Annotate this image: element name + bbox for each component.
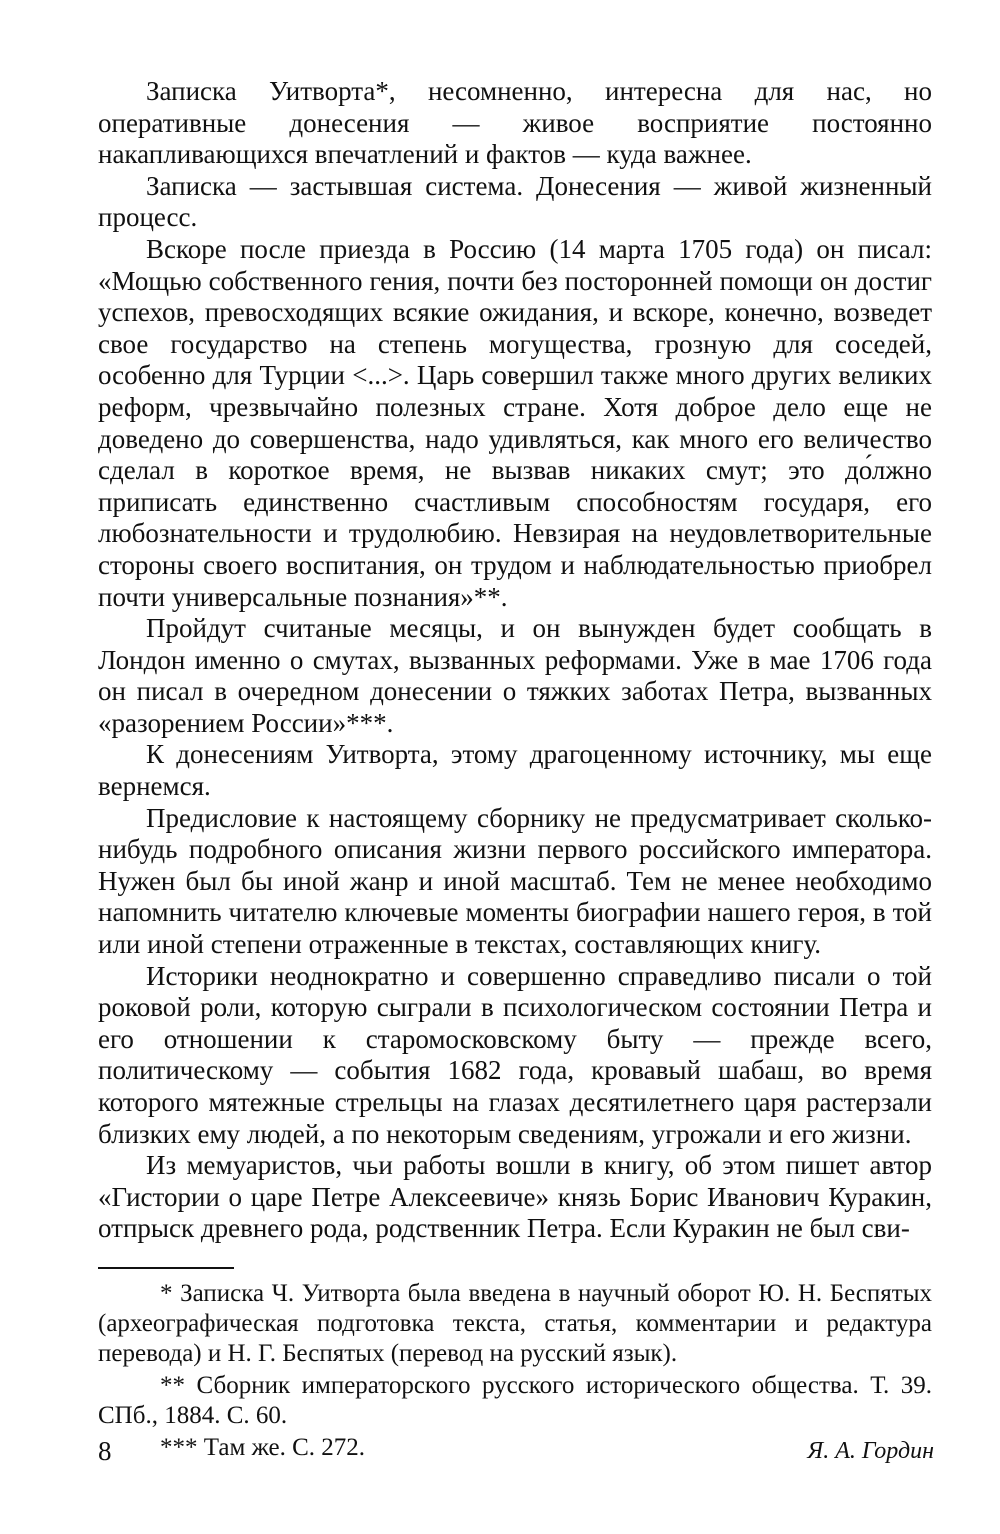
- paragraph: Пройдут считаные месяцы, и он вынужден будет сообщать в Лондон именно о смутах, вызванных реформами. Уже в мае 1706 года он писал в очередном донесении о тяжких заботах Петра, вызванных «разорением России»***.: [98, 613, 932, 738]
- page-number: 8: [98, 1436, 112, 1466]
- running-author: Я. А. Гордин: [807, 1438, 934, 1464]
- footnotes: [98, 1279, 932, 1463]
- paragraph: К донесениям Уитворта, этому драгоценному источнику, мы еще вернемся.: [98, 739, 932, 802]
- footnote: * Записка Ч. Уитворта была введена в научный оборот Ю. Н. Беспятых (археографическая подготовка текста, статья, комментарии и редактура перевода) и Н. Г. Беспятых (перевод на русский язык).: [98, 1279, 932, 1367]
- paragraph: Предисловие к настоящему сборнику не предусматривает сколько-нибудь подробного описания жизни первого российского императора. Нужен был бы иной жанр и иной масштаб. Тем не менее необходимо напомнить читателю ключевые моменты биографии нашего героя, в той или иной степени отраженные в текстах, составляющих книгу.: [98, 802, 932, 960]
- main-text: [98, 76, 932, 1245]
- paragraph: Историки неоднократно и совершенно справедливо писали о той роковой роли, которую сыграли в психологическом состоянии Петра и его отношении к старомосковскому быту — прежде всего, политическому — события 1682 года, кровавый шабаш, во время которого мятежные стрельцы на глазах десятилетнего царя растерзали близких ему людей, а по некоторым сведениям, угрожали и его жизни.: [98, 960, 932, 1149]
- paragraph: Записка — застывшая система. Донесения — живой жизненный процесс.: [98, 170, 932, 233]
- footnote: ** Сборник императорского русского исторического общества. Т. 39. СПб., 1884. С. 60.: [98, 1371, 932, 1429]
- footnote-divider: [98, 1267, 234, 1269]
- paragraph: Из мемуаристов, чьи работы вошли в книгу, об этом пишет автор «Гистории о царе Петре Алексеевиче» князь Борис Иванович Куракин, отпрыск древнего рода, родственник Петра. Если Куракин не был сви-: [98, 1150, 932, 1244]
- paragraph: Вскоре после приезда в Россию (14 марта 1705 года) он писал: «Мощью собственного гения, почти без посторонней помощи он достиг успехов, превосходящих всякие ожидания, и вскоре, конечно, возведет свое государство на степень могущества, грозную для соседей, особенно для Турции <...>. Царь совершил также много других великих реформ, чрезвычайно полезных стране. Хотя доброе дело еще не доведено до совершенства, надо удивляться, как много его величество сделал в короткое время, не вызвав никаких смут; это до́лжно приписать единственно счастливым способностям государя, его любознательности и трудолюбию. Невзирая на неудовлетворительные стороны своего воспитания, он трудом и наблюдательностью приобрел почти универсальные познания»**.: [98, 233, 932, 612]
- paragraph: Записка Уитворта*, несомненно, интересна для нас, но оперативные донесения — живое восприятие постоянно накапливающихся впечатлений и фактов — куда важнее.: [98, 76, 932, 170]
- footnote: *** Там же. С. 272.: [160, 1433, 366, 1461]
